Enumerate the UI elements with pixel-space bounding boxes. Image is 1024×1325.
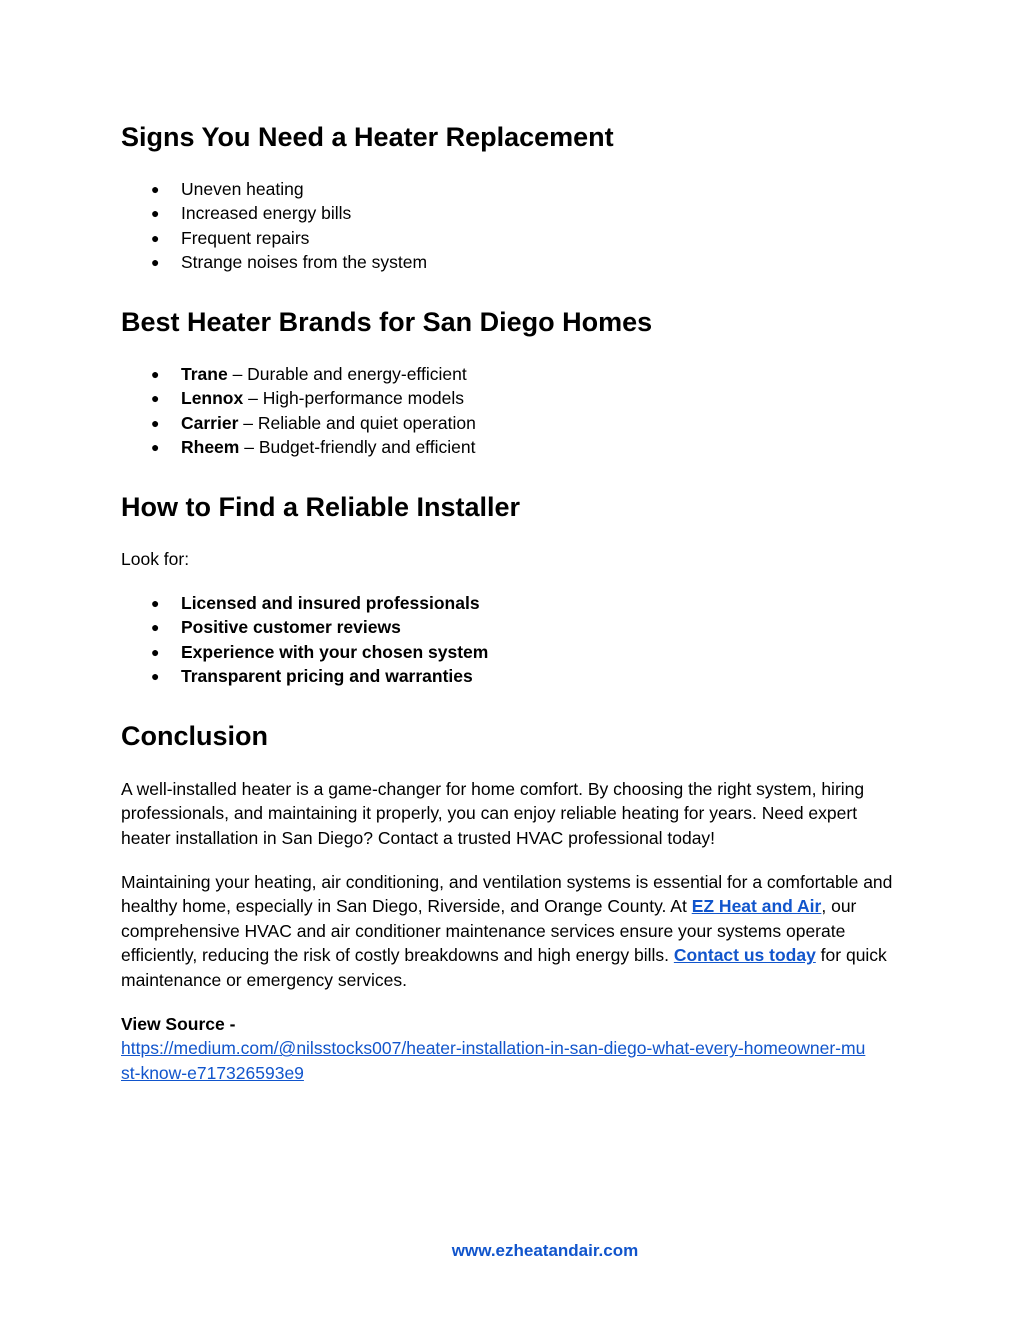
contact-us-link[interactable]: Contact us today xyxy=(673,945,816,966)
bullet-icon: ● xyxy=(151,595,160,611)
view-source xyxy=(121,1012,906,1085)
conclusion-paragraph-2: Maintaining your heating, air conditioning, and ventilation systems is essential for a comfortable and healthy home, especially in San Diego, Riverside, and Orange County. At EZ Heat and Air, our comprehensive HVAC and air conditioner maintenance services ensure your systems operate efficiently, reducing the risk of costly breakdowns and high energy bills. Contact us today for quick maintenance or emergency services. xyxy=(121,872,893,990)
list-installer xyxy=(121,591,906,689)
bullet-icon: ● xyxy=(151,390,160,407)
brand-name: Lennox xyxy=(181,388,244,409)
source-url-link[interactable]: https://medium.com/@nilsstocks007/heater-installation-in-san-diego-what-every-homeowner-mu st-know-e717326593e9 xyxy=(121,1038,866,1083)
view-source-label: View Source - xyxy=(121,1014,236,1034)
list-signs xyxy=(121,177,906,275)
bullet-icon: ● xyxy=(151,366,160,382)
list-item: ● Increased energy bills xyxy=(121,201,906,225)
list-item: ● Carrier – Reliable and quiet operation xyxy=(121,411,906,435)
brand-name: Trane xyxy=(181,364,228,384)
bullet-icon: ● xyxy=(151,181,160,197)
bullet-icon: ● xyxy=(151,668,160,685)
conclusion-paragraph-1: A well-installed heater is a game-changer for home comfort. By choosing the right system, hiring professionals, and maintaining it properly, you can enjoy reliable heating for years. Need expert heater installation in San Diego? Contact a trusted HVAC professional today! xyxy=(121,779,865,848)
bullet-icon: ● xyxy=(151,619,160,636)
list-item: ● Licensed and insured professionals xyxy=(121,591,906,615)
list-item: ● Lennox – High-performance models xyxy=(121,386,906,410)
brand-name: Carrier xyxy=(181,412,239,433)
ez-heat-and-air-link[interactable]: EZ Heat and Air xyxy=(691,896,822,917)
bullet-icon: ● xyxy=(151,229,160,246)
list-item: ● Frequent repairs xyxy=(121,226,906,250)
list-brands xyxy=(121,362,906,460)
list-item: ● Transparent pricing and warranties xyxy=(121,664,906,688)
bullet-icon: ● xyxy=(151,205,160,222)
bullet-icon: ● xyxy=(151,414,160,431)
heading-conclusion: Conclusion xyxy=(121,721,268,751)
list-item: ● Rheem – Budget-friendly and efficient xyxy=(121,435,906,459)
list-item: ● Experience with your chosen system xyxy=(121,640,906,664)
bullet-icon: ● xyxy=(151,643,160,660)
footer-website-url[interactable]: www.ezheatandair.com xyxy=(451,1241,639,1260)
list-item: ● Uneven heating xyxy=(121,177,906,201)
list-item: ● Positive customer reviews xyxy=(121,615,906,639)
list-item: ● Strange noises from the system xyxy=(121,250,906,274)
installer-intro: Look for: xyxy=(121,549,190,569)
heading-installer: How to Find a Reliable Installer xyxy=(121,492,521,522)
bullet-icon: ● xyxy=(151,439,160,456)
list-item: ● Trane – Durable and energy-efficient xyxy=(121,362,906,386)
heading-signs: Signs You Need a Heater Replacement xyxy=(121,122,614,152)
brand-name: Rheem xyxy=(181,437,240,458)
heading-brands: Best Heater Brands for San Diego Homes xyxy=(121,307,653,337)
bullet-icon: ● xyxy=(151,254,160,271)
